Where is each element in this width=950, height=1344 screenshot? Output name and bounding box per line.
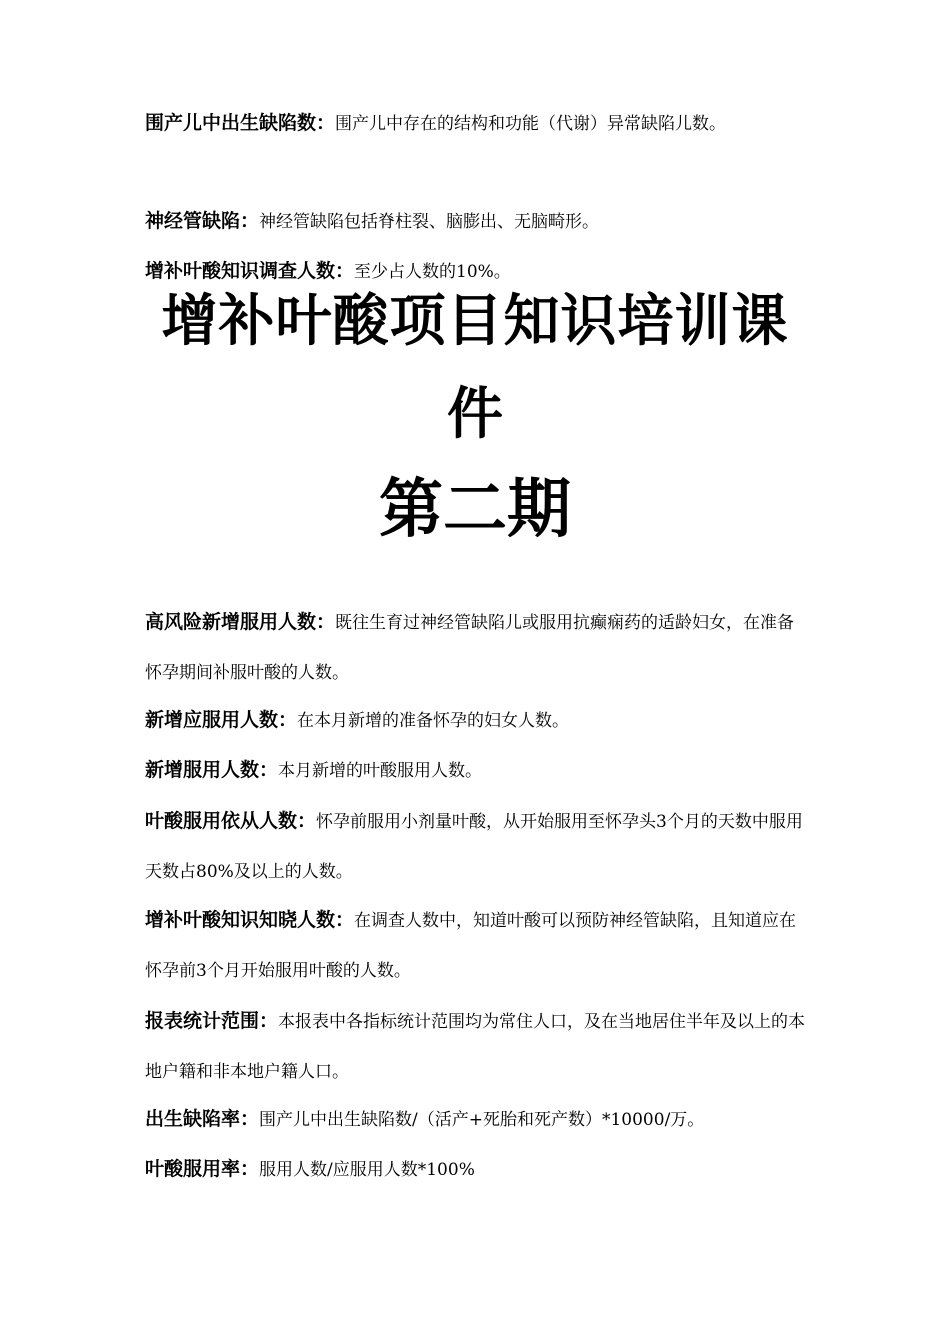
definition-new-users (145, 745, 810, 796)
definition-desc: 本月新增的叶酸服用人数。 (278, 761, 483, 781)
definition-perinatal-defects (145, 98, 810, 149)
definition-desc: 围产儿中出生缺陷数/（活产+死胎和死产数）*10000/万。 (259, 1110, 705, 1130)
definition-desc: 在调查人数中，知道叶酸可以预防神经管缺陷，且知道应在怀孕前3个月开始服用叶酸的人数。 (145, 911, 797, 981)
definition-desc: 本报表中各指标统计范围均为常住人口，及在当地居住半年及以上的本地户籍和非本地户籍人口。 (145, 1012, 806, 1082)
page-title-line1: 增补叶酸项目知识培训课 (161, 289, 789, 354)
definition-neural-tube-defect (145, 196, 810, 247)
definition-desc: 围产儿中存在的结构和功能（代谢）异常缺陷儿数。 (335, 114, 727, 134)
definition-desc: 怀孕前服用小剂量叶酸，从开始服用至怀孕头3个月的天数中服用天数占80%及以上的人数。 (145, 812, 803, 882)
definition-term: 叶酸服用依从人数： (145, 810, 317, 832)
definition-term: 新增服用人数： (145, 759, 279, 781)
definition-high-risk-new-users (145, 597, 810, 698)
page-title-line2: 件 (447, 382, 503, 447)
definition-term: 神经管缺陷： (145, 210, 260, 232)
definition-report-scope (145, 996, 810, 1097)
definition-term: 新增应服用人数： (145, 709, 298, 731)
page-subtitle-issue: 第二期 (379, 473, 571, 547)
definition-term: 高风险新增服用人数： (145, 611, 336, 633)
definition-folic-acid-rate (145, 1144, 810, 1195)
definition-term: 增补叶酸知识调查人数： (145, 260, 355, 282)
definition-awareness (145, 895, 810, 996)
definition-term: 围产儿中出生缺陷数： (145, 112, 336, 134)
definition-term: 增补叶酸知识知晓人数： (145, 909, 355, 931)
definition-desc: 至少占人数的10%。 (354, 262, 511, 282)
definition-birth-defect-rate (145, 1094, 810, 1145)
definition-term: 出生缺陷率： (145, 1108, 260, 1130)
definition-desc: 神经管缺陷包括脊柱裂、脑膨出、无脑畸形。 (259, 212, 600, 232)
definition-term: 报表统计范围： (145, 1010, 279, 1032)
definition-compliance (145, 796, 810, 897)
definition-term: 叶酸服用率： (145, 1158, 260, 1180)
definition-desc: 在本月新增的准备怀孕的妇女人数。 (297, 711, 570, 731)
definition-new-should-take (145, 695, 810, 746)
definition-desc: 服用人数/应服用人数*100% (259, 1160, 475, 1180)
definition-desc: 既往生育过神经管缺陷儿或服用抗癫痫药的适龄妇女，在准备怀孕期间补服叶酸的人数。 (145, 613, 795, 683)
